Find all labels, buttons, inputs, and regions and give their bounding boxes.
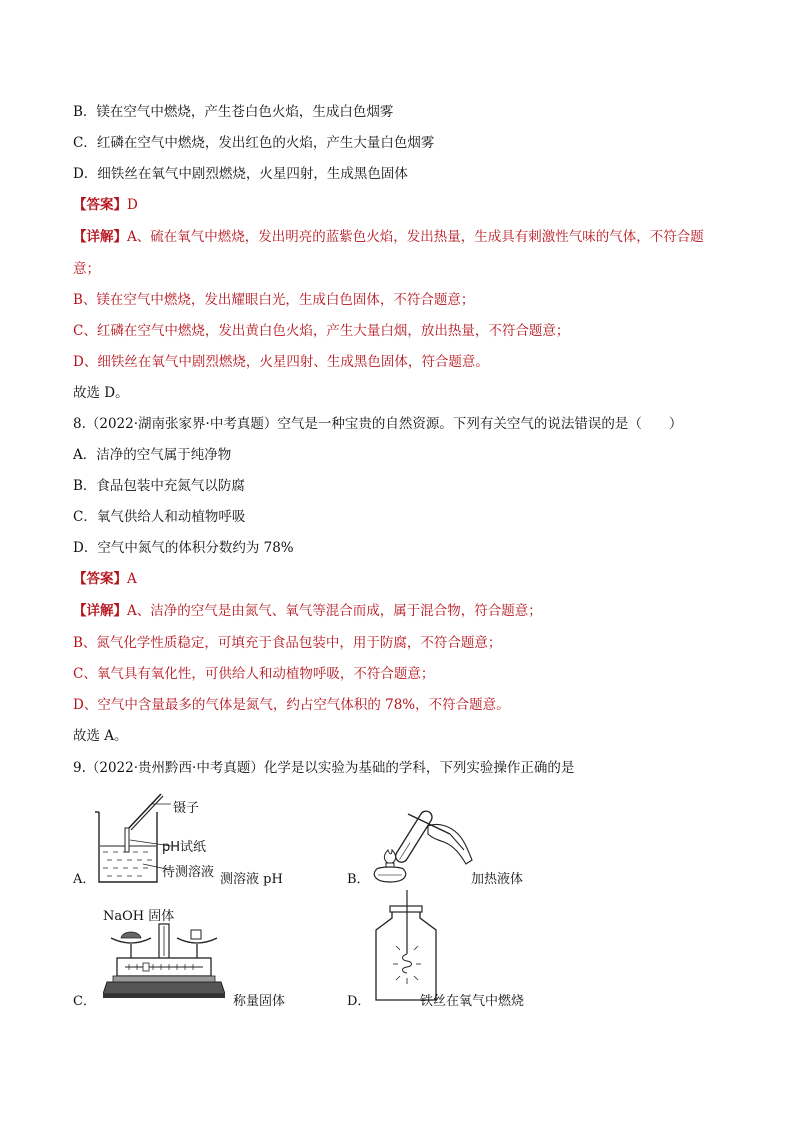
- q8-detail-c: C、氧气具有氧化性，可供给人和动植物呼吸，不符合题意；: [73, 666, 435, 682]
- q8-detail-d: D、空气中含量最多的气体是氮气，约占空气体积的 78%，不符合题意。: [73, 697, 510, 713]
- q8-option-b: B．食品包装中充氮气以防腐: [73, 478, 245, 494]
- q8-conclusion: 故选 A。: [73, 728, 128, 744]
- fig-a-label-ph-paper: pH试纸: [162, 840, 207, 855]
- q7-detail-a: [73, 228, 704, 246]
- detail-text: A、洁净的空气是由氮气、氧气等混合而成，属于混合物，符合题意；: [127, 603, 542, 619]
- fig-c-caption: 称量固体: [233, 994, 286, 1009]
- fig-d-gas-bottle-diagram: [370, 890, 442, 1002]
- q7-detail-d: D、细铁丝在氧气中剧烈燃烧，火星四射、生成黑色固体，符合题意。: [73, 354, 489, 370]
- fig-a-label-solution: 待测溶液: [162, 865, 215, 880]
- q7-option-b: B．镁在空气中燃烧，产生苍白色火焰，生成白色烟雾: [73, 104, 394, 120]
- q8-option-c: C．氧气供给人和动植物呼吸: [73, 509, 246, 525]
- fig-c-letter: C．: [73, 994, 96, 1009]
- answer-value: D: [127, 197, 138, 213]
- q8-detail-a: [73, 602, 542, 620]
- fig-a-ph-test-diagram: [93, 790, 173, 890]
- answer-value: A: [127, 571, 137, 587]
- fig-a-letter: A．: [73, 872, 96, 887]
- answer-label: 【答案】: [73, 571, 127, 587]
- q8-detail-b: B、氮气化学性质稳定，可填充于食品包装中，用于防腐，不符合题意；: [73, 635, 502, 651]
- q7-option-d: D．细铁丝在氧气中剧烈燃烧，火星四射，生成黑色固体: [73, 166, 408, 182]
- fig-c-balance-diagram: [103, 920, 225, 1004]
- q8-stem: 8.（2022·湖南张家界·中考真题）空气是一种宝贵的自然资源。下列有关空气的说法错误的是（ ）: [73, 416, 683, 432]
- fig-a-label-tweezers: 镊子: [173, 801, 200, 816]
- fig-a-caption: 测溶液 pH: [220, 872, 283, 887]
- fig-d-letter: D．: [347, 994, 371, 1009]
- q8-answer: [73, 570, 137, 588]
- q8-option-a: A．洁净的空气属于纯净物: [73, 447, 232, 463]
- q7-answer: [73, 196, 138, 214]
- q8-option-d: D．空气中氮气的体积分数约为 78%: [73, 540, 294, 556]
- fig-b-letter: B．: [347, 872, 370, 887]
- fig-d-caption: 铁丝在氧气中燃烧: [420, 994, 525, 1009]
- fig-b-heating-diagram: [368, 786, 480, 886]
- detail-text: A、硫在氧气中燃烧，发出明亮的蓝紫色火焰，发出热量，生成具有刺激性气味的气体，不符合题: [127, 229, 704, 245]
- q7-detail-c: C、红磷在空气中燃烧，发出黄白色火焰，产生大量白烟，放出热量，不符合题意；: [73, 323, 570, 339]
- fig-c-label-naoh: NaOH 固体: [103, 909, 175, 924]
- q7-detail-b: B、镁在空气中燃烧，发出耀眼白光，生成白色固体，不符合题意；: [73, 292, 475, 308]
- detail-label: 【详解】: [73, 603, 127, 619]
- detail-label: 【详解】: [73, 229, 127, 245]
- q7-conclusion: 故选 D。: [73, 385, 129, 401]
- q7-option-c: C．红磷在空气中燃烧，发出红色的火焰，产生大量白色烟雾: [73, 135, 435, 151]
- fig-b-caption: 加热液体: [471, 872, 524, 887]
- q9-stem: 9.（2022·贵州黔西·中考真题）化学是以实验为基础的学科，下列实验操作正确的是: [73, 760, 575, 776]
- q7-detail-a-cont: 意；: [73, 261, 100, 277]
- answer-label: 【答案】: [73, 197, 127, 213]
